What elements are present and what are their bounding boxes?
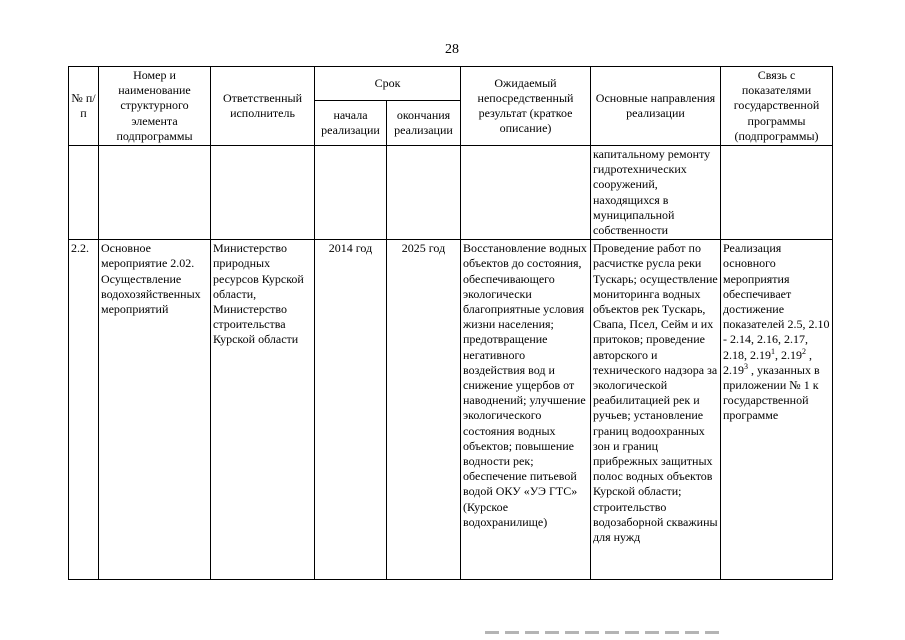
row-link-sup2: 2 xyxy=(802,346,806,356)
continuation-directions: капитальному ремонту гидротехнических сооружений, находящихся в муниципальной собственности xyxy=(591,146,721,240)
row-start: 2014 год xyxy=(315,240,387,580)
row-link xyxy=(721,240,833,580)
header-term: Срок xyxy=(315,67,461,101)
row-link-after: , указанных в приложении № 1 к государственной программе xyxy=(723,362,820,423)
row-link-mid1: , 2.19 xyxy=(775,347,802,362)
row-result: Восстановление водных объектов до состояния, обеспечивающего экологически благоприятные условия жизни населения; предотвращение негативного воздействия вод и снижение ущербов от наводнений; улучшение экологического состояния водных объектов; повышение водности рек; обеспечение питьевой водой ОКУ «УЭ ГТС» (Курское водохранилище) xyxy=(461,240,591,580)
continuation-row xyxy=(69,146,833,240)
header-term-start: начала реализации xyxy=(315,100,387,145)
header-executor: Ответственный исполнитель xyxy=(211,67,315,146)
header-term-end: окончания реализации xyxy=(387,100,461,145)
header-result: Ожидаемый непосредственный результат (краткое описание) xyxy=(461,67,591,146)
header-directions: Основные направления реализации xyxy=(591,67,721,146)
table-row xyxy=(69,240,833,580)
header-num: № п/п xyxy=(69,67,99,146)
row-link-sup3: 3 xyxy=(744,361,748,371)
row-executor: Министерство природных ресурсов Курской области, Министерство строительства Курской области xyxy=(211,240,315,580)
row-end: 2025 год xyxy=(387,240,461,580)
row-directions: Проведение работ по расчистке русла реки Тускарь; осуществление мониторинга водных объектов рек Тускарь, Свапа, Псел, Сейм и их притоков; проведение авторского и технического надзора за экологической реабилитацией рек и ручьев; установление границ водоохранных зон и границ прибрежных защитных полос водных объектов Курской области; строительство водозаборной скважины для нужд xyxy=(591,240,721,580)
row-link-sup1: 1 xyxy=(771,346,775,356)
program-table xyxy=(68,66,833,580)
row-num: 2.2. xyxy=(69,240,99,580)
row-name: Основное мероприятие 2.02. Осуществление водохозяйственных мероприятий xyxy=(99,240,211,580)
header-link: Связь с показателями государственной программы (подпрограммы) xyxy=(721,67,833,146)
scan-artifact xyxy=(485,631,725,634)
header-name: Номер и наименование структурного элемента подпрограммы xyxy=(99,67,211,146)
row-link-text: Реализация основного мероприятия обеспечивает достижение показателей 2.5, 2.10 - 2.14, 2.16, 2.17, 2.18, 2.19 xyxy=(723,241,830,362)
row-link-mid2: , 2.19 xyxy=(723,347,812,377)
page-number: 28 xyxy=(445,42,459,57)
